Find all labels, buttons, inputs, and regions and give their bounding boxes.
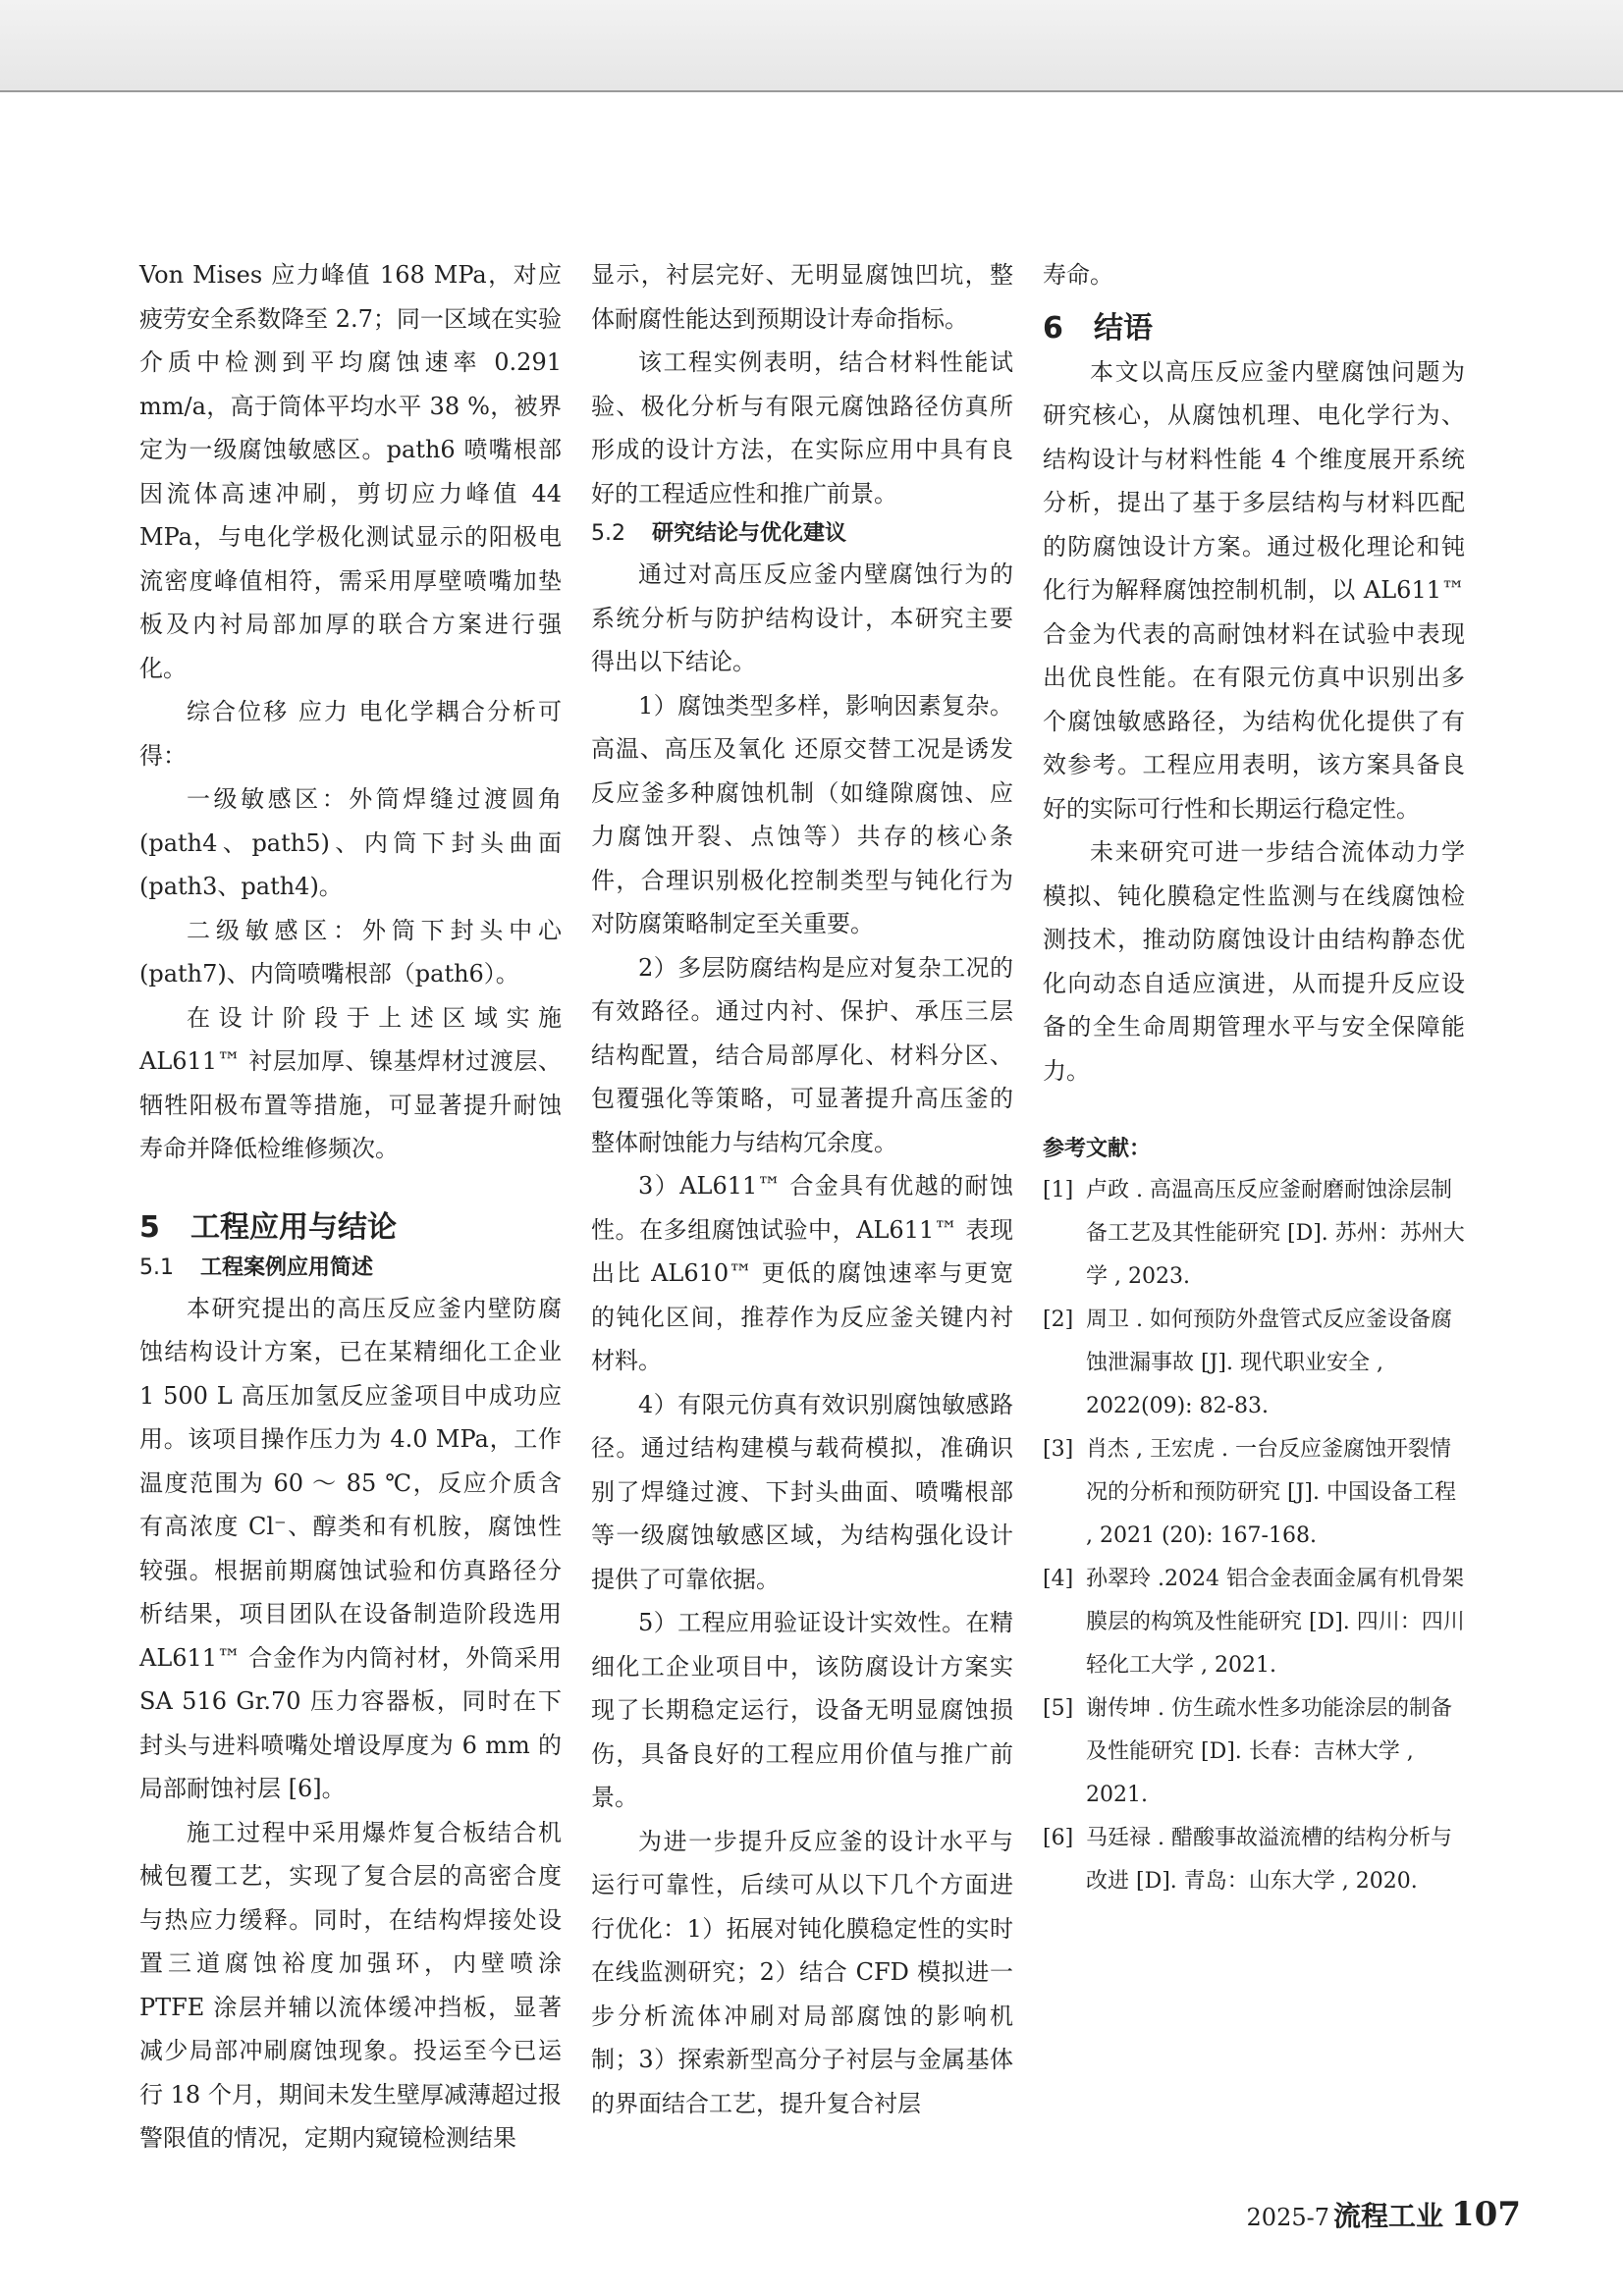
paragraph: 该工程实例表明，结合材料性能试验、极化分析与有限元腐蚀路径仿真所形成的设计方法，在实际应用中具有良好的工程适应性和推广前景。 — [591, 348, 1013, 507]
paragraph: 施工过程中采用爆炸复合板结合机械包覆工艺，实现了复合层的高密合度与热应力缓释。同时，在结构焊接处设置三道腐蚀裕度加强环，内壁喷涂 PTFE 涂层并辅以流体缓冲挡板，显著减少局部冲刷腐蚀现象。投运至今已运行 18 个月，期间未发生壁厚减薄超过报警限值的情况，定期内窥镜检测结果 — [139, 1818, 562, 2152]
issue-label: 2025-7 — [1246, 2204, 1329, 2231]
page-footer — [1247, 2195, 1521, 2237]
reference-number: [3] — [1043, 1437, 1074, 1462]
journal-name: 流程工业 — [1333, 2200, 1444, 2232]
reference-text: 肖杰 , 王宏虎 . 一台反应釜腐蚀开裂情况的分析和预防研究 [J]. 中国设备工程 , 2021 (20): 167-168. — [1086, 1437, 1456, 1548]
reference-text: 谢传坤 . 仿生疏水性多功能涂层的制备及性能研究 [D]. 长春：吉林大学 , 2021. — [1086, 1696, 1452, 1807]
reference-number: [2] — [1043, 1308, 1074, 1332]
paragraph: 4）有限元仿真有效识别腐蚀敏感路径。通过结构建模与载荷模拟，准确识别了焊缝过渡、下封头曲面、喷嘴根部等一级腐蚀敏感区域，为结构强化设计提供了可靠依据。 — [591, 1390, 1013, 1593]
reference-item — [1043, 1558, 1465, 1687]
subsection-title: 研究结论与优化建议 — [652, 521, 847, 546]
paragraph: 2）多层防腐结构是应对复杂工况的有效路径。通过内衬、保护、承压三层结构配置，结合局部厚化、材料分区、包覆强化等策略，可显著提升高压釜的整体耐蚀能力与结构冗余度。 — [591, 953, 1013, 1156]
text-column-3 — [1043, 253, 1465, 1903]
reference-text: 卢政 . 高温高压反应釜耐磨耐蚀涂层制备工艺及其性能研究 [D]. 苏州：苏州大学 , 2023. — [1086, 1178, 1465, 1289]
paragraph: 通过对高压反应釜内壁腐蚀行为的系统分析与防护结构设计，本研究主要得出以下结论。 — [591, 561, 1013, 675]
subsection-number: 5.1 — [139, 1255, 174, 1280]
reference-number: [4] — [1043, 1567, 1074, 1591]
paragraph: 一级敏感区：外筒焊缝过渡圆角 (path4、path5)、内筒下封头曲面 (path3、path4)。 — [139, 785, 562, 900]
reference-item — [1043, 1817, 1465, 1903]
reference-item — [1043, 1687, 1465, 1817]
subsection-heading-5-2 — [591, 515, 1013, 553]
paragraph: 在设计阶段于上述区域实施 AL611™ 衬层加厚、镍基焊材过渡层、牺牲阳极布置等措施，可显著提升耐蚀寿命并降低检维修频次。 — [139, 1003, 562, 1162]
paragraph: 显示，衬层完好、无明显腐蚀凹坑，整体耐腐性能达到预期设计寿命指标。 — [591, 261, 1013, 333]
paragraph: 综合位移 应力 电化学耦合分析可得： — [139, 698, 562, 770]
section-heading-6 — [1043, 307, 1465, 350]
section-title: 工程应用与结论 — [190, 1209, 397, 1245]
reference-text: 马廷禄 . 醋酸事故溢流槽的结构分析与改进 [D]. 青岛：山东大学 , 2020. — [1086, 1826, 1452, 1894]
subsection-number: 5.2 — [591, 521, 625, 546]
paragraph: 3）AL611™ 合金具有优越的耐蚀性。在多组腐蚀试验中，AL611™ 表现出比 AL610™ 更低的腐蚀速率与更宽的钝化区间，推荐作为反应釜关键内衬材料。 — [591, 1172, 1013, 1374]
reference-number: [5] — [1043, 1696, 1074, 1721]
section-number: 5 — [139, 1209, 160, 1245]
reference-list — [1043, 1169, 1465, 1903]
section-heading-5 — [139, 1206, 562, 1250]
text-column-2 — [591, 253, 1013, 2125]
page-number: 107 — [1451, 2195, 1521, 2234]
reference-number: [1] — [1043, 1178, 1074, 1202]
paragraph: 为进一步提升反应釜的设计水平与运行可靠性，后续可从以下几个方面进行优化：1）拓展对钝化膜稳定性的实时在线监测研究；2）结合 CFD 模拟进一步分析流体冲刷对局部腐蚀的影响机制；3）探索新型高分子衬层与金属基体的界面结合工艺，提升复合衬层 — [591, 1827, 1013, 2117]
references-heading: 参考文献： — [1043, 1137, 1152, 1161]
reference-text: 孙翠玲 .2024 铝合金表面金属有机骨架膜层的构筑及性能研究 [D]. 四川：四川轻化工大学 , 2021. — [1086, 1567, 1465, 1678]
paragraph: 1）腐蚀类型多样，影响因素复杂。高温、高压及氧化 还原交替工况是诱发反应釜多种腐蚀机制（如缝隙腐蚀、应力腐蚀开裂、点蚀等）共存的核心条件，合理识别极化控制类型与钝化行为对防腐策略制定至关重要。 — [591, 691, 1013, 937]
section-title: 结语 — [1094, 310, 1153, 346]
reference-number: [6] — [1043, 1826, 1074, 1850]
paragraph: 5）工程应用验证设计实效性。在精细化工企业项目中，该防腐设计方案实现了长期稳定运行，设备无明显腐蚀损伤，具备良好的工程应用价值与推广前景。 — [591, 1609, 1013, 1811]
text-column-1 — [139, 253, 562, 2161]
paragraph: 未来研究可进一步结合流体动力学模拟、钝化膜稳定性监测与在线腐蚀检测技术，推动防腐蚀设计由结构静态优化向动态自适应演进，从而提升反应设备的全生命周期管理水平与安全保障能力。 — [1043, 838, 1465, 1085]
reference-item — [1043, 1169, 1465, 1299]
reference-text: 周卫 . 如何预防外盘管式反应釜设备腐蚀泄漏事故 [J]. 现代职业安全 , 2022(09): 82-83. — [1086, 1308, 1452, 1418]
subsection-title: 工程案例应用简述 — [200, 1255, 374, 1280]
page-header-band — [0, 0, 1623, 92]
paragraph: 寿命。 — [1043, 261, 1113, 289]
subsection-heading-5-1 — [139, 1250, 562, 1287]
paragraph: Von Mises 应力峰值 168 MPa，对应疲劳安全系数降至 2.7；同一区域在实验介质中检测到平均腐蚀速率 0.291 mm/a，高于筒体平均水平 38 %，被界定为一级腐蚀敏感区。path6 喷嘴根部因流体高速冲刷，剪切应力峰值 44 MPa，与电化学极化测试显示的阳极电流密度峰值相符，需采用厚壁喷嘴加垫板及内衬局部加厚的联合方案进行强化。 — [139, 261, 562, 682]
section-number: 6 — [1043, 310, 1063, 346]
paragraph: 本研究提出的高压反应釜内壁防腐蚀结构设计方案，已在某精细化工企业 1 500 L 高压加氢反应釜项目中成功应用。该项目操作压力为 4.0 MPa，工作温度范围为 60 ～ 85 ℃，反应介质含有高浓度 Cl⁻、醇类和有机胺，腐蚀性较强。根据前期腐蚀试验和仿真路径分析结果，项目团队在设备制造阶段选用 AL611™ 合金作为内筒衬材，外筒采用 SA 516 Gr.70 压力容器板，同时在下封头与进料喷嘴处增设厚度为 6 mm 的局部耐蚀衬层 [6]。 — [139, 1294, 562, 1802]
paragraph: 二级敏感区：外筒下封头中心 (path7)、内筒喷嘴根部（path6）。 — [139, 916, 562, 988]
reference-item — [1043, 1299, 1465, 1428]
paragraph: 本文以高压反应釜内壁腐蚀问题为研究核心，从腐蚀机理、电化学行为、结构设计与材料性能 4 个维度展开系统分析，提出了基于多层结构与材料匹配的防腐蚀设计方案。通过极化理论和钝化行为解释腐蚀控制机制，以 AL611™ 合金为代表的高耐蚀材料在试验中表现出优良性能。在有限元仿真中识别出多个腐蚀敏感路径，为结构优化提供了有效参考。工程应用表明，该方案具备良好的实际可行性和长期运行稳定性。 — [1043, 357, 1465, 823]
reference-item — [1043, 1428, 1465, 1558]
